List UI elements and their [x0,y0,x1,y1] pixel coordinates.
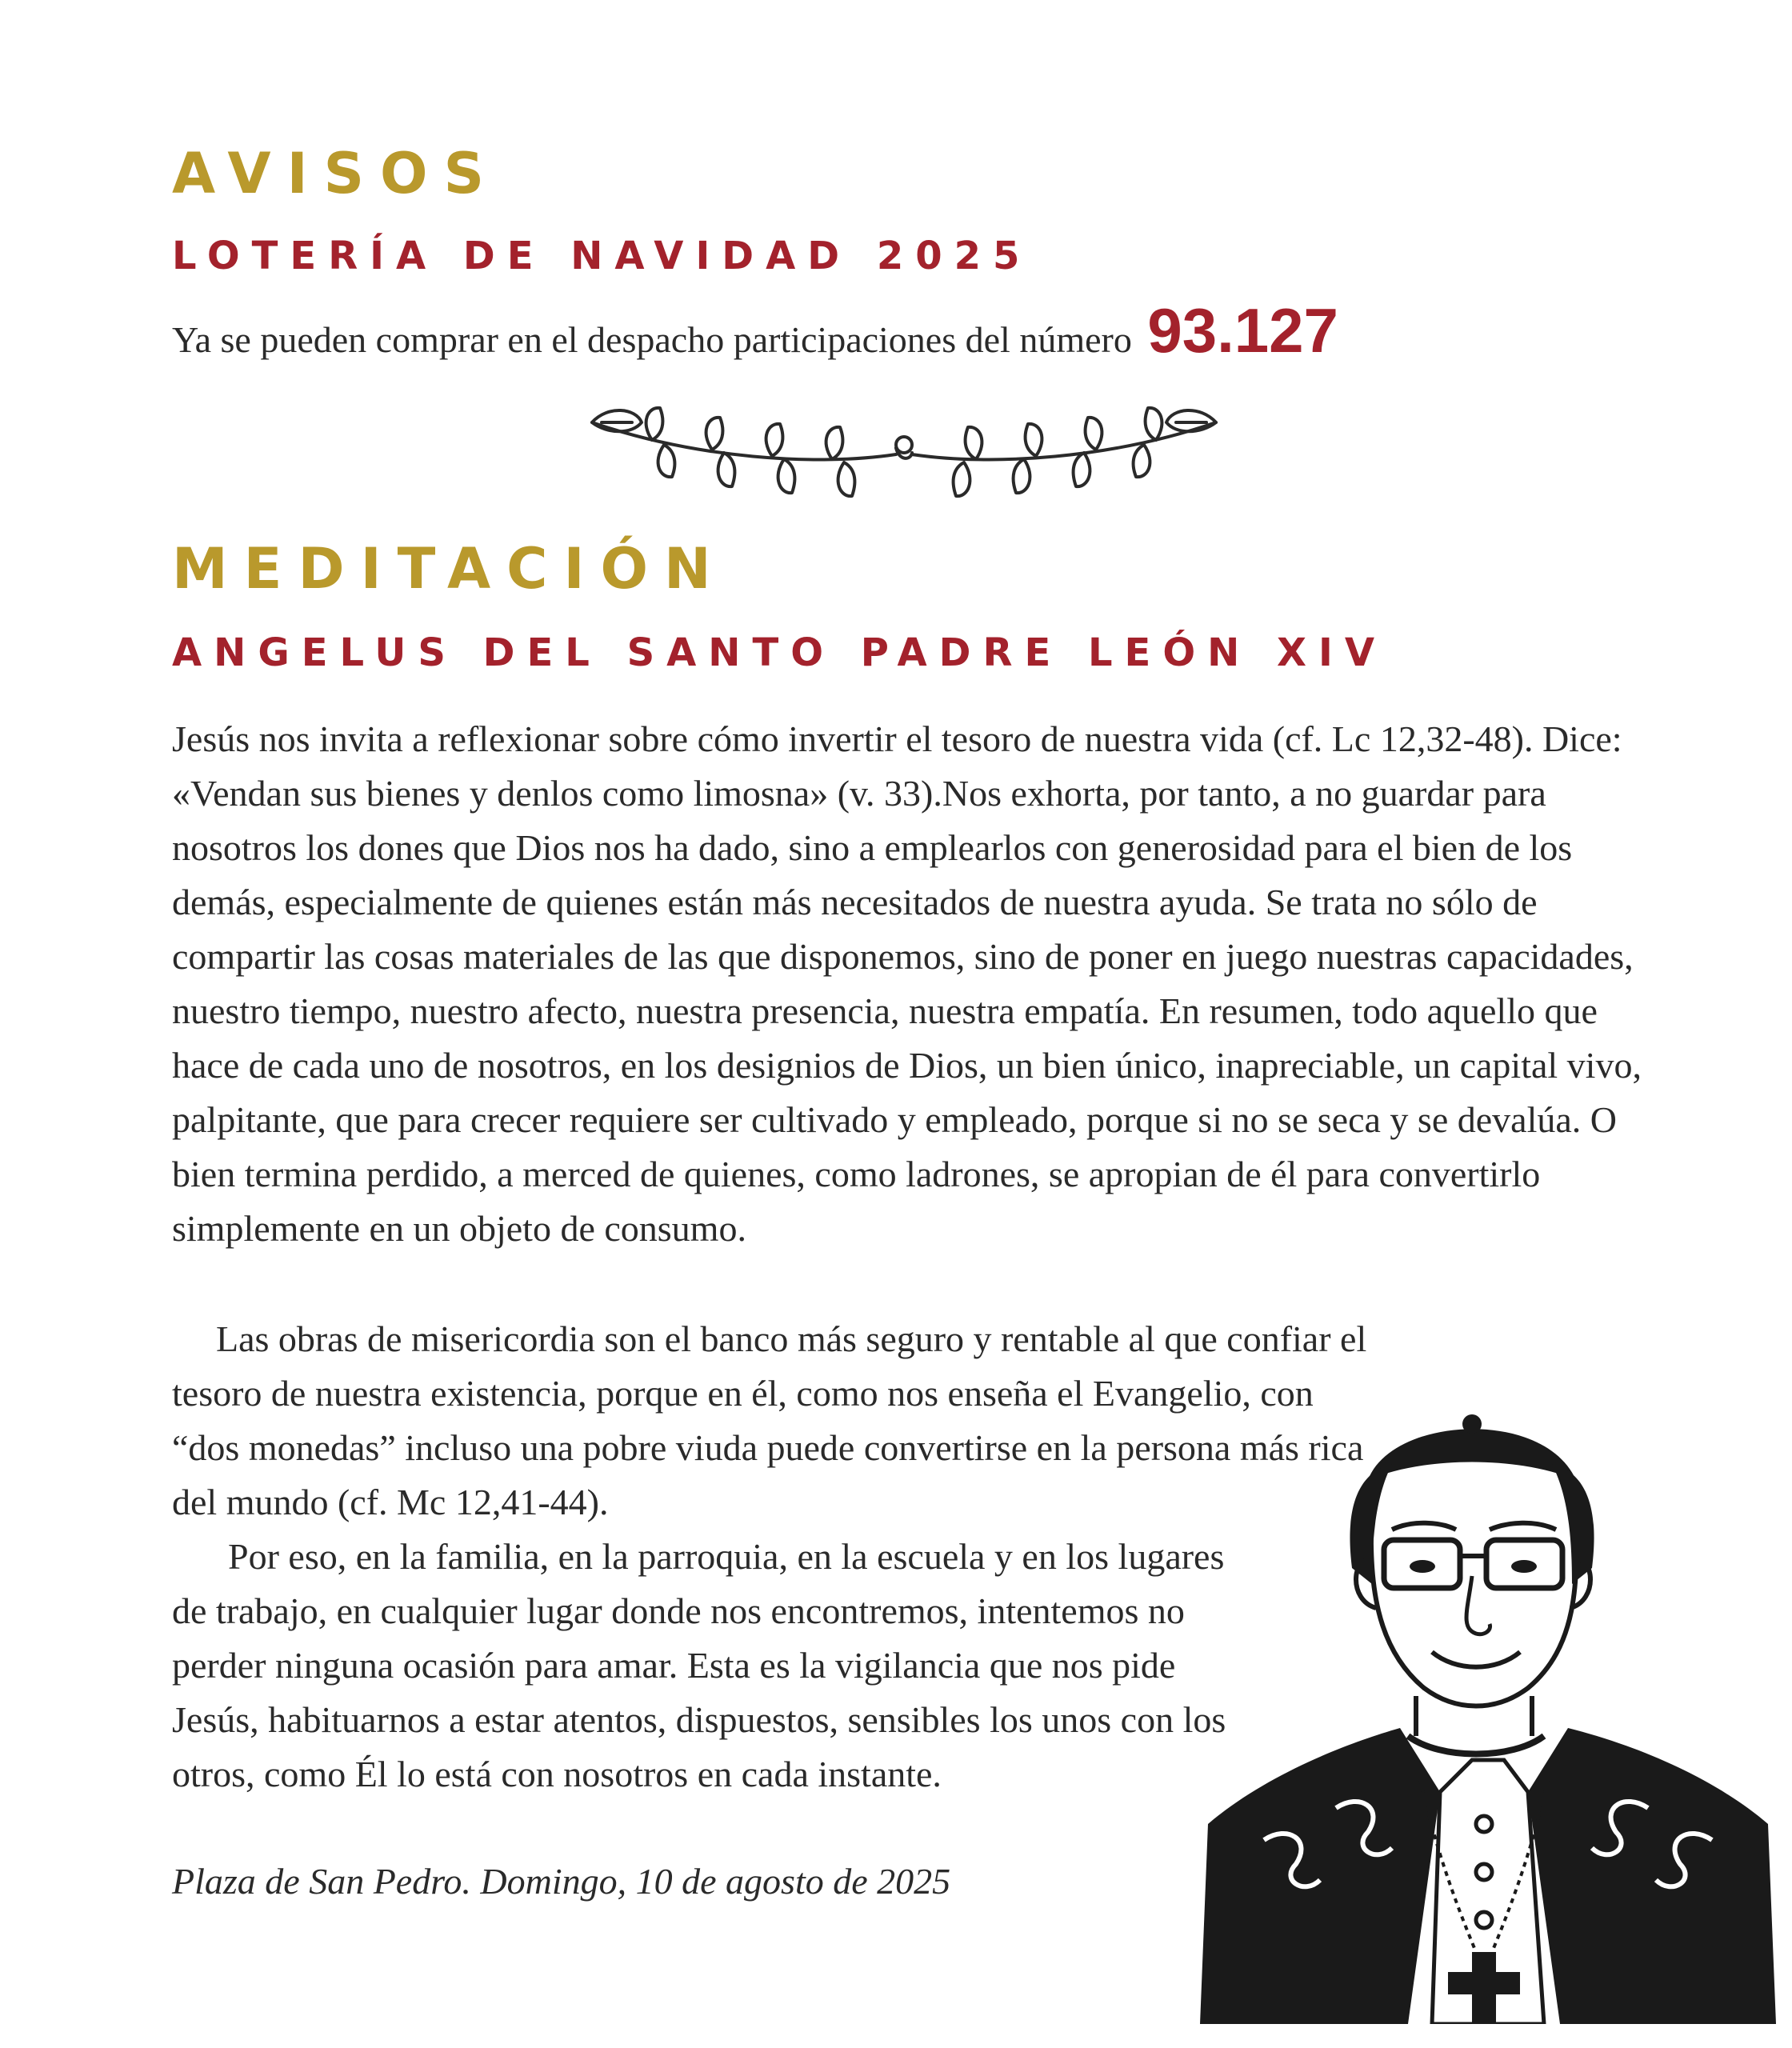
meditacion-subtitle: ANGELUS DEL SANTO PADRE LEÓN XIV [172,630,1387,675]
pope-portrait-illustration [1200,1344,1776,2024]
lottery-text: Ya se pueden comprar en el despacho participaciones del número [172,319,1132,360]
avisos-title: AVISOS [172,141,500,206]
meditacion-title: MEDITACIÓN [172,536,727,602]
lottery-number: 93.127 [1147,295,1338,366]
avisos-subtitle: LOTERÍA DE NAVIDAD 2025 [172,234,1032,278]
meditation-paragraph: Por eso, en la familia, en la parroquia, en la escuela y en los lugares de trabajo, en cualquier lugar donde nos encontremos, intentemos no perder ninguna ocasión para amar. Esta es la vigilancia que nos pide Jesús, habituarnos a estar atentos, dispuestos, sensibles los unos con los otros, como Él lo está con nosotros en cada instante. [172,1536,1226,1794]
lottery-notice [172,294,1580,376]
laurel-branch-divider-icon [576,390,1232,510]
meditation-paragraph: Las obras de misericordia son el banco más seguro y rentable al que confiar el tesoro de nuestra existencia, porque en él, como nos enseña el Evangelio, con “dos monedas” incluso una pobre viuda puede convertirse en la persona más rica del mundo (cf. Mc 12,41-44). [172,1318,1367,1522]
signature-line: Plaza de San Pedro. Domingo, 10 de agosto de 2025 [172,1861,951,1902]
meditation-paragraph: Jesús nos invita a reflexionar sobre cómo invertir el tesoro de nuestra vida (cf. Lc 12,32-48). Dice: «Vendan sus bienes y denlos como limosna» (v. 33).Nos exhorta, por tanto, a no guardar para nosotros los dones que Dios nos ha dado, sino a emplearlos con generosidad para el bien de los demás, especialmente de quienes están más necesitados de nuestra ayuda. Se trata no sólo de compartir las cosas materiales de las que disponemos, sino de poner en juego nuestras capacidades, nuestro tiempo, nuestro afecto, nuestra presencia, nuestra empatía. En resumen, todo aquello que hace de cada uno de nosotros, en los designios de Dios, un bien único, inapreciable, un capital vivo, palpitante, que para crecer requiere ser cultivado y empleado, porque si no se seca y se devalúa. O bien termina perdido, a merced de quienes, como ladrones, se apropian de él para convertirlo simplemente en un objeto de consumo. [172,718,1642,1249]
